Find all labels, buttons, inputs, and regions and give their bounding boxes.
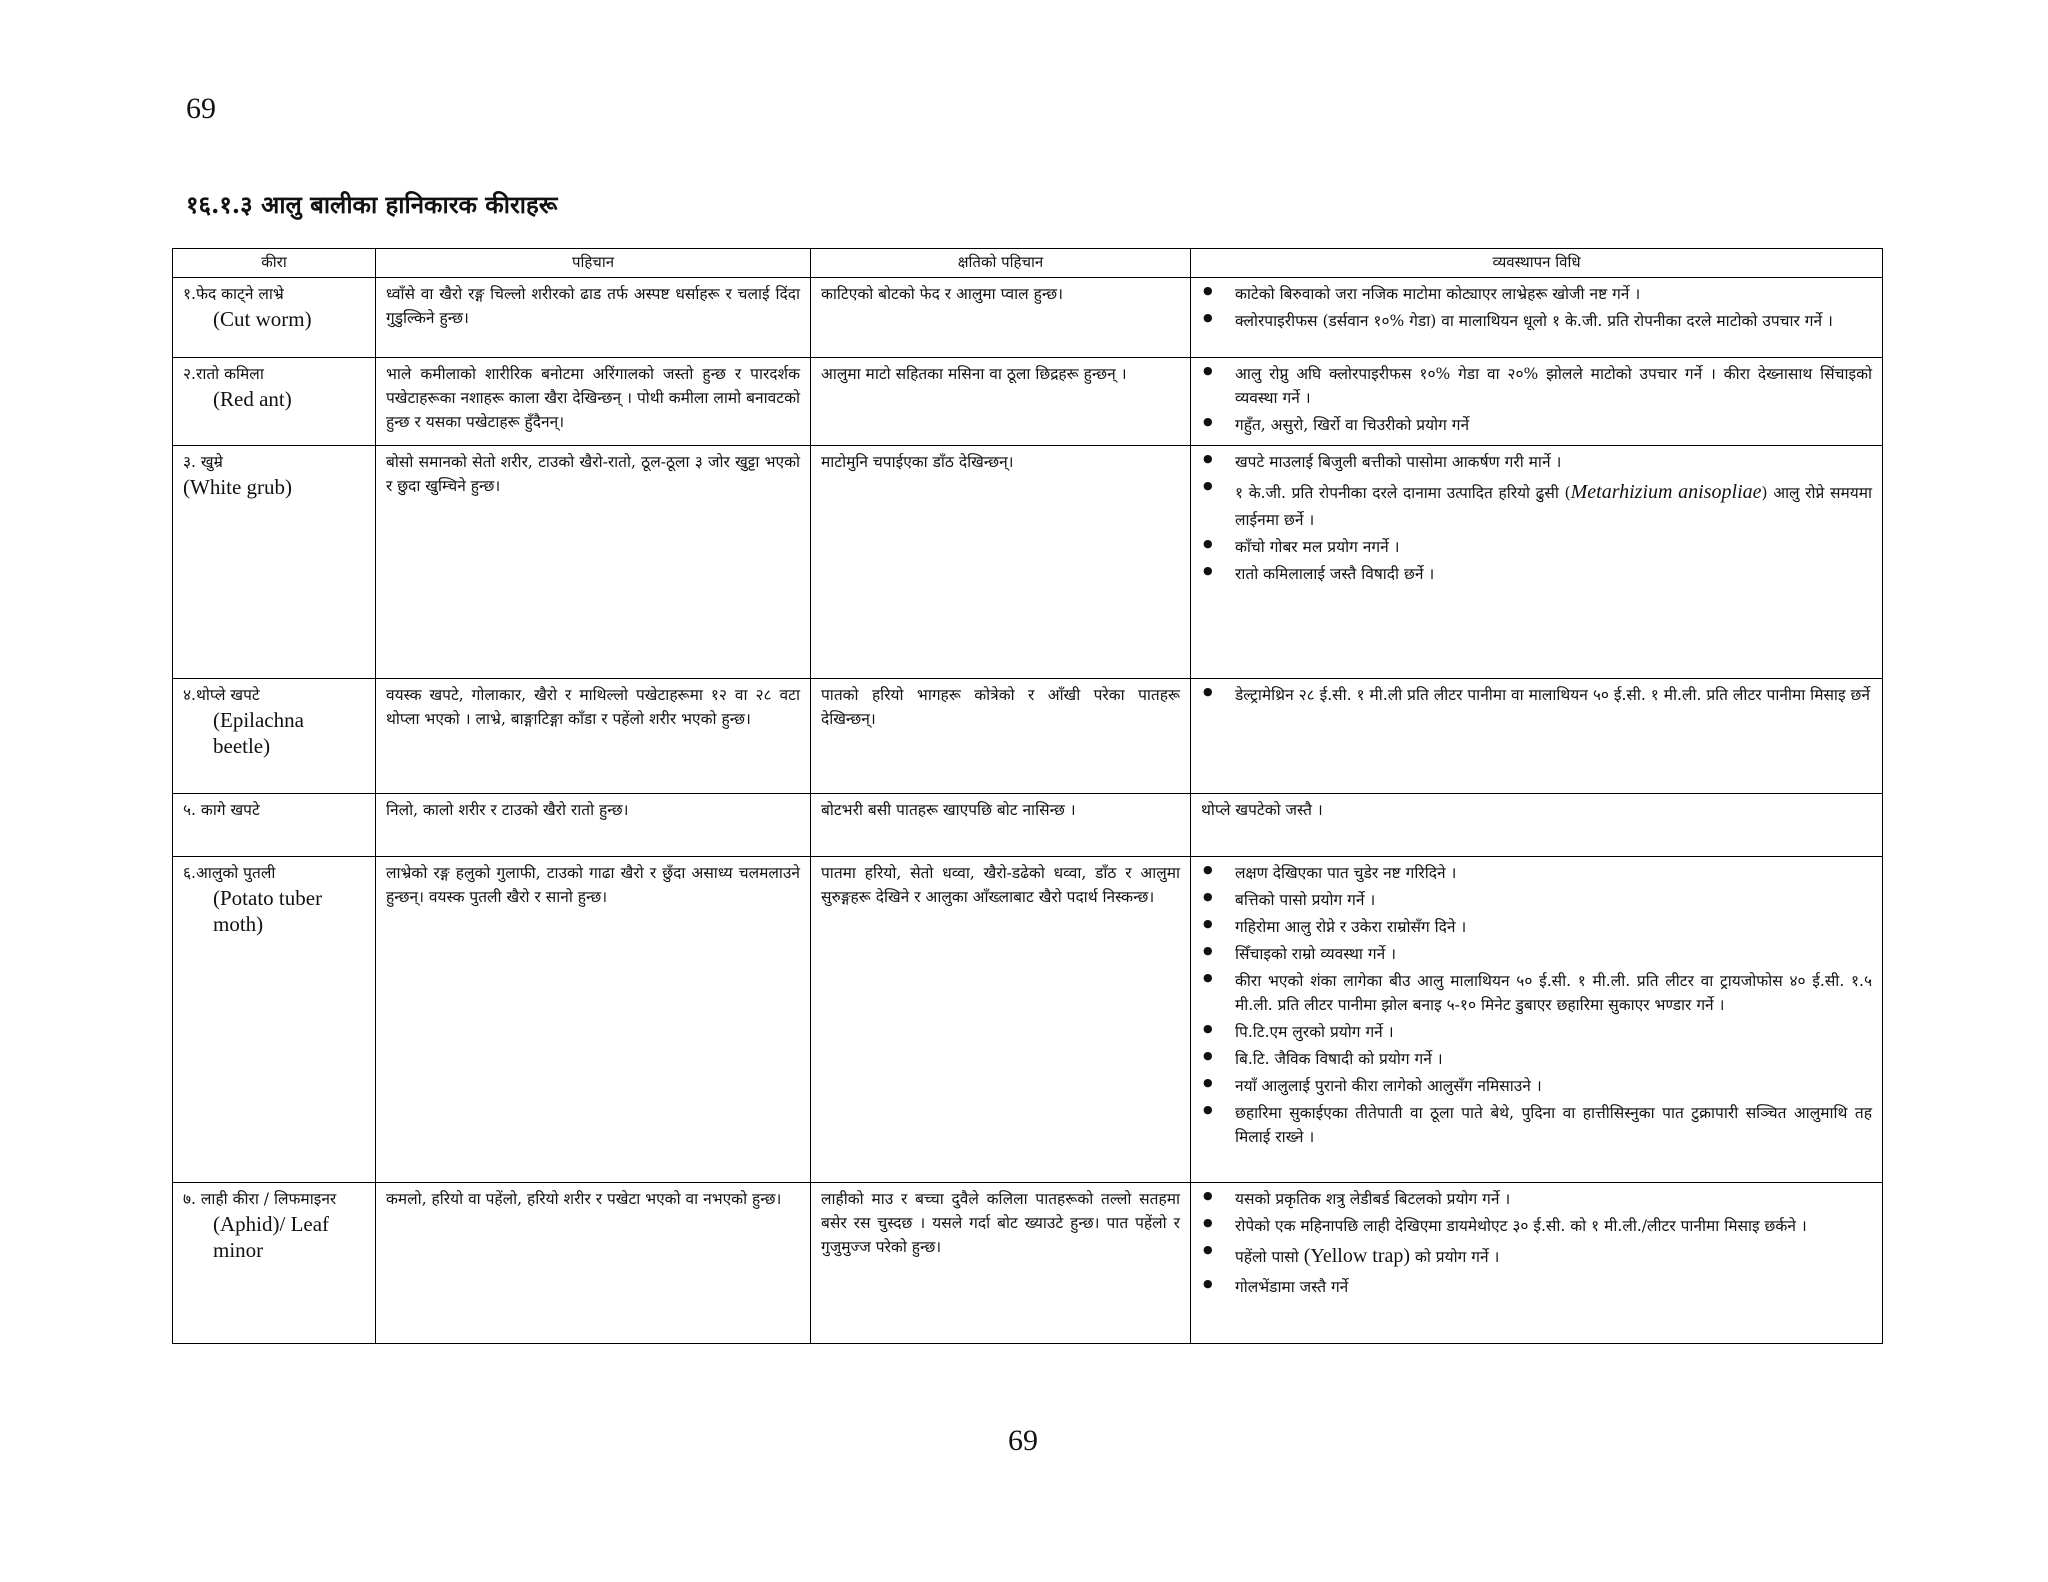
table-row — [173, 278, 1883, 358]
identification-cell: वयस्क खपटे, गोलाकार, खैरो र माथिल्लो पखेटाहरूमा १२ वा २८ वटा थोप्ला भएको । लाभ्रे, बाङ्गाटिङ्गा काँडा र पहेंलो शरीर भएको हुन्छ। — [376, 678, 811, 794]
management-cell — [1191, 1183, 1883, 1344]
pest-name-english: (Aphid)/ Leaf minor — [213, 1212, 330, 1263]
identification-cell: निलो, कालो शरीर र टाउको खैरो रातो हुन्छ। — [376, 794, 811, 856]
latin-name: Metarhizium anisopliae — [1570, 480, 1762, 503]
list-item-text: को प्रयोग गर्ने । — [1410, 1248, 1500, 1267]
table-header-row — [173, 249, 1883, 278]
damage-cell: माटोमुनि चपाईएका डाँठ देखिन्छन्। — [811, 445, 1191, 678]
pest-name-english: (Potato tuber moth) — [213, 885, 323, 936]
list-item: ● छहारिमा सुकाईएका तीतेपाती वा ठूला पाते बेथे, पुदिना वा हात्तीसिस्नुका पात टुक्रापारी सञ्चित आलुमाथि तह मिलाई राख्ने । — [1201, 1101, 1872, 1149]
pest-cell — [173, 678, 376, 794]
list-item: ● पि.टि.एम लुरको प्रयोग गर्ने । — [1201, 1020, 1872, 1044]
identification-cell: भाले कमीलाको शारीरिक बनोटमा अरिंगालको जस्तो हुन्छ र पारदर्शक पखेटाहरूका नशाहरू काला खैरा देखिन्छन् । पोथी कमीला लामो बनावटको हुन्छ र यसका पखेटाहरू हुँदैनन्। — [376, 358, 811, 445]
page-number-top: 69 — [186, 92, 216, 125]
header-pest: कीरा — [173, 249, 376, 278]
list-item: ● डेल्ट्रामेथ्रिन २८ ई.सी. १ मी.ली प्रति लीटर पानीमा वा मालाथियन ५० ई.सी. १ मी.ली. प्रति लीटर पानीमा मिसाइ छर्ने — [1201, 683, 1872, 707]
identification-cell: बोसो समानको सेतो शरीर, टाउको खैरो-रातो, ठूल-ठूला ३ जोर खुट्टा भएको र छुदा खुम्चिने हुन्छ। — [376, 445, 811, 678]
damage-cell: पातमा हरियो, सेतो धव्वा, खैरो-डढेको धव्वा, डाँठ र आलुमा सुरुङ्गहरू देखिने र आलुका आँख्लाबाट खैरो पदार्थ निस्कन्छ। — [811, 856, 1191, 1183]
table-row — [173, 678, 1883, 794]
header-identification: पहिचान — [376, 249, 811, 278]
pest-name-english: (Cut worm) — [213, 307, 312, 332]
table-row — [173, 358, 1883, 445]
list-item: ● नयाँ आलुलाई पुरानो कीरा लागेको आलुसँग नमिसाउने । — [1201, 1074, 1872, 1098]
list-item: ● कीरा भएको शंका लागेका बीउ आलु मालाथियन ५० ई.सी. १ मी.ली. प्रति लीटर वा ट्रायजोफोस ४० ई.सी. १.५ मी.ली. प्रति लीटर पानीमा झोल बनाइ ५-१० मिनेट डुबाएर छहारिमा सुकाएर भण्डार गर्ने । — [1201, 969, 1872, 1017]
pest-name-nepali: ३. खुम्रे — [183, 452, 223, 471]
identification-cell: कमलो, हरियो वा पहेंलो, हरियो शरीर र पखेटा भएको वा नभएको हुन्छ। — [376, 1183, 811, 1344]
pest-name-english: (White grub) — [183, 474, 293, 499]
header-damage: क्षतिको पहिचान — [811, 249, 1191, 278]
pest-name-nepali: ४.थोप्ले खपटे — [183, 685, 260, 704]
damage-cell: बोटभरी बसी पातहरू खाएपछि बोट नासिन्छ । — [811, 794, 1191, 856]
pest-name-english: (Epilachna beetle) — [213, 707, 304, 759]
pest-name-english: (Red ant) — [213, 387, 292, 412]
pest-name-nepali: ६.आलुको पुतली — [183, 863, 276, 882]
list-item: ● काटेको बिरुवाको जरा नजिक माटोमा कोट्याएर लाभ्रेहरू खोजी नष्ट गर्ने । — [1201, 282, 1872, 306]
list-item: ● काँचो गोबर मल प्रयोग नगर्ने । — [1201, 535, 1872, 559]
pest-name-nepali: २.रातो कमिला — [183, 365, 264, 384]
pest-cell — [173, 794, 376, 856]
management-cell — [1191, 358, 1883, 445]
page-number-bottom: 69 — [1008, 1424, 1038, 1457]
table-row — [173, 1183, 1883, 1344]
list-item-text: ) आलु रोप्ने समयमा लाईनमा छर्ने । — [1235, 483, 1873, 529]
pest-name-nepali: ५. कागे खपटे — [183, 801, 260, 820]
section-heading: १६.१.३ आलु बालीका हानिकारक कीराहरू — [186, 190, 558, 219]
damage-cell: पातको हरियो भागहरू कोत्रेको र आँखी परेका पातहरू देखिन्छन्। — [811, 678, 1191, 794]
list-item: ● गोलभेंडामा जस्तै गर्ने — [1201, 1275, 1872, 1299]
list-item: ● खपटे माउलाई बिजुली बत्तीको पासोमा आकर्षण गरी मार्ने । — [1201, 450, 1872, 474]
pest-cell — [173, 358, 376, 445]
english-term: (Yellow trap) — [1303, 1245, 1411, 1268]
damage-cell: लाहीको माउ र बच्चा दुवैले कलिला पातहरूको तल्लो सतहमा बसेर रस चुस्दछ । यसले गर्दा बोट ख्याउटे हुन्छ। पात पहेंलो र गुजुमुज्ज परेको हुन्छ। — [811, 1183, 1191, 1344]
list-item: ● गहुँत, असुरो, खिर्रो वा चिउरीको प्रयोग गर्ने — [1201, 413, 1872, 437]
pest-cell — [173, 856, 376, 1183]
list-item — [1201, 477, 1872, 532]
list-item: ● रोपेको एक महिनापछि लाही देखिएमा डायमेथोएट ३० ई.सी. को १ मी.ली./लीटर पानीमा मिसाइ छर्कने । — [1201, 1214, 1872, 1238]
pest-cell — [173, 445, 376, 678]
list-item: ● रातो कमिलालाई जस्तै विषादी छर्ने । — [1201, 562, 1872, 586]
pest-cell — [173, 1183, 376, 1344]
management-cell — [1191, 678, 1883, 794]
header-management: व्यवस्थापन विधि — [1191, 249, 1883, 278]
table-row — [173, 445, 1883, 678]
list-item-text: १ के.जी. प्रति रोपनीका दरले दानामा उत्पादित हरियो ढुसी ( — [1235, 483, 1571, 502]
damage-cell: काटिएको बोटको फेद र आलुमा प्वाल हुन्छ। — [811, 278, 1191, 358]
damage-cell: आलुमा माटो सहितका मसिना वा ठूला छिद्रहरू हुन्छन् । — [811, 358, 1191, 445]
list-item: ● लक्षण देखिएका पात चुडेर नष्ट गरिदिने । — [1201, 861, 1872, 885]
list-item — [1201, 1241, 1872, 1272]
list-item: ● बत्तिको पासो प्रयोग गर्ने । — [1201, 888, 1872, 912]
pest-cell — [173, 278, 376, 358]
list-item: ● यसको प्रकृतिक शत्रु लेडीबर्ड बिटलको प्रयोग गर्ने । — [1201, 1187, 1872, 1211]
list-item: ● आलु रोप्नु अघि क्लोरपाइरीफस १०% गेडा वा २०% झोलले माटोको उपचार गर्ने । कीरा देख्नासाथ सिंचाइको व्यवस्था गर्ने । — [1201, 362, 1872, 410]
management-cell — [1191, 278, 1883, 358]
identification-cell: लाभ्रेको रङ्ग हलुको गुलाफी, टाउको गाढा खैरो र छुँदा असाध्य चलमलाउने हुन्छन्। वयस्क पुतली खैरो र सानो हुन्छ। — [376, 856, 811, 1183]
list-item: ● बि.टि. जैविक विषादी को प्रयोग गर्ने । — [1201, 1047, 1872, 1071]
potato-pest-table — [172, 248, 1883, 1344]
management-cell — [1191, 445, 1883, 678]
list-item: ● सिँचाइको राम्रो व्यवस्था गर्ने । — [1201, 942, 1872, 966]
table-row — [173, 856, 1883, 1183]
identification-cell: ध्वाँसे वा खैरो रङ्ग चिल्लो शरीरको ढाड तर्फ अस्पष्ट धर्साहरू र चलाई दिंदा गुडुल्किने हुन्छ। — [376, 278, 811, 358]
list-item: ● गहिरोमा आलु रोप्ने र उकेरा राम्रोसँग दिने । — [1201, 915, 1872, 939]
pest-name-nepali: ७. लाही कीरा / लिफमाइनर — [183, 1190, 337, 1209]
pest-name-nepali: १.फेद काट्ने लाभ्रे — [183, 285, 284, 303]
table-row — [173, 794, 1883, 856]
list-item: ● क्लोरपाइरीफस (डर्सवान १०% गेडा) वा मालाथियन धूलो १ के.जी. प्रति रोपनीका दरले माटोको उपचार गर्ने । — [1201, 309, 1872, 333]
list-item-text: पहेंलो पासो — [1235, 1248, 1304, 1267]
management-cell: थोप्ले खपटेको जस्तै । — [1191, 794, 1883, 856]
management-cell — [1191, 856, 1883, 1183]
